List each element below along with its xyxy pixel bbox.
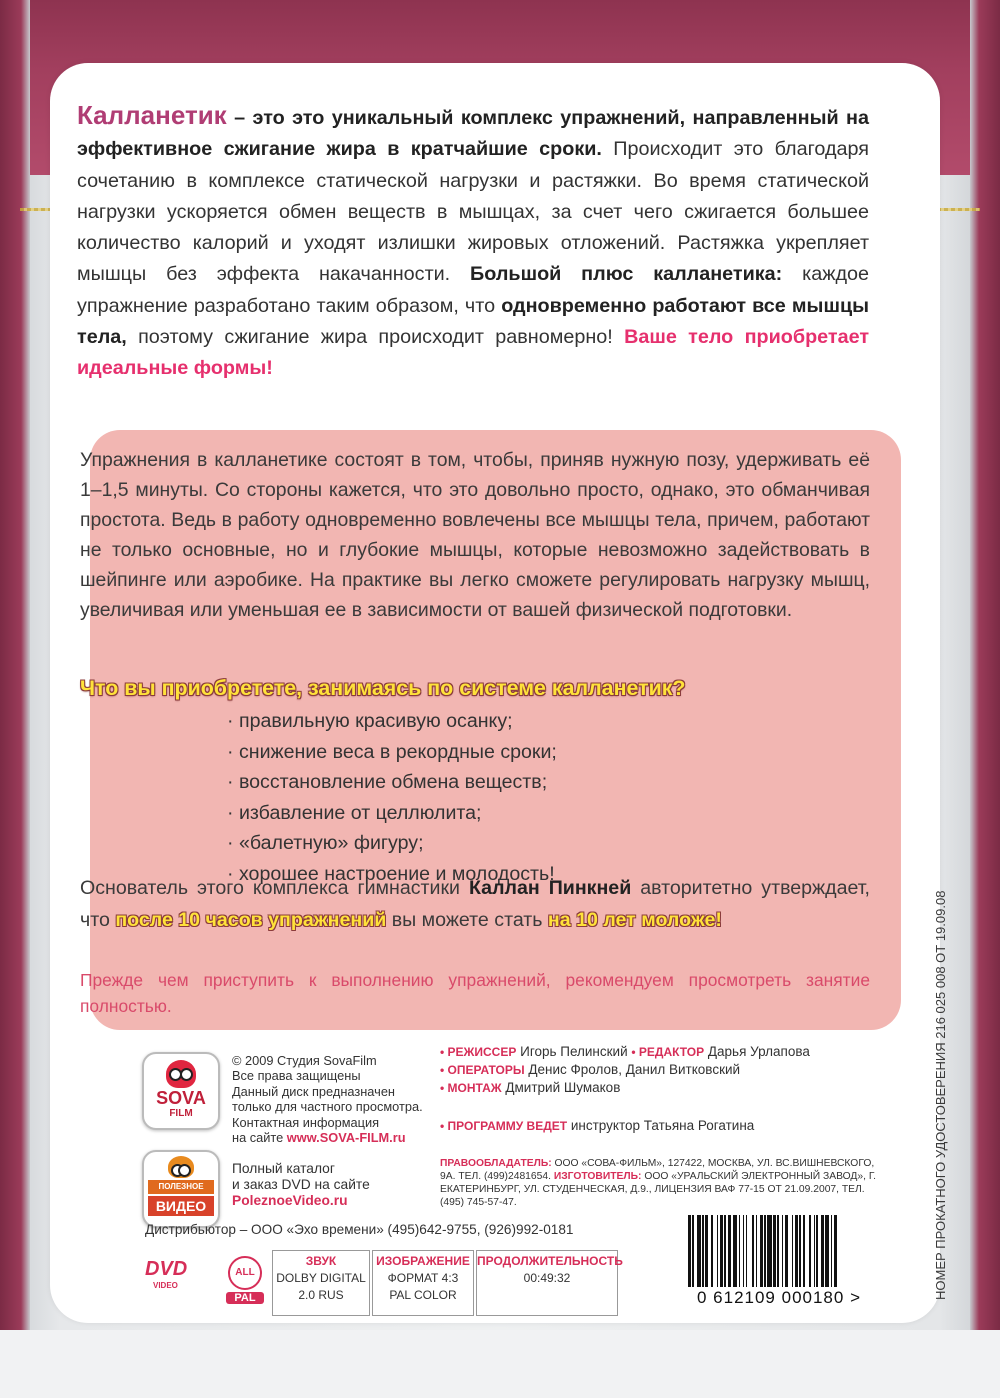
dvd-video-logo	[145, 1258, 209, 1290]
logo-text: SOVA	[156, 1088, 206, 1108]
credit-value: Дарья Урлапова	[704, 1044, 810, 1059]
barcode-number: 0 612109 000180 >	[696, 1288, 861, 1307]
benefits-list	[227, 706, 787, 889]
duration-spec	[476, 1250, 623, 1316]
list-item: · восстановление обмена веществ;	[227, 767, 787, 798]
list-item: · избавление от целлюлита;	[227, 798, 787, 829]
credit-label: • ПРОГРАММУ ВЕДЕТ	[440, 1119, 568, 1133]
copyright-line: Контактная информация	[232, 1114, 380, 1130]
intro-text-2: каждое упражнение разработано таким образом, что	[77, 263, 870, 317]
legal-label: ИЗГОТОВИТЕЛЬ:	[550, 1171, 642, 1182]
spec-value: 2.0 RUS	[298, 1288, 344, 1302]
spec-label: ИЗОБРАЖЕНИЕ	[376, 1254, 470, 1268]
highlight-years: на 10 лет моложе!	[547, 908, 722, 931]
catalog-line: и заказ DVD на сайте	[232, 1177, 370, 1192]
spec-label: ЗВУК	[305, 1254, 337, 1268]
logo-subtext: FILM	[169, 1108, 193, 1119]
sova-website-link[interactable]: www.SOVA-FILM.ru	[286, 1130, 406, 1146]
list-item: · снижение веса в рекордные сроки;	[227, 737, 787, 768]
image-spec	[372, 1250, 474, 1316]
copyright-line: Данный диск предназначен	[232, 1083, 395, 1099]
intro-lead: – это это уникальный комплекс упражнений, направленный на эффективное сжигание жира в кратчайшие сроки.	[77, 107, 869, 161]
intro-text-3: поэтому сжигание жира происходит равномерно!	[126, 326, 613, 349]
copyright-block	[232, 1053, 437, 1145]
spec-value: DOLBY DIGITAL	[276, 1271, 366, 1285]
catalog-website-link[interactable]: PoleznoeVideo.ru	[232, 1193, 348, 1208]
brand-title: Калланетик	[77, 100, 227, 130]
exercise-description: Упражнения в калланетике состоят в том, чтобы, приняв нужную позу, удерживать её 1–1,5 минуты. Со стороны кажется, что это довольно просто, однако, это обманчивая простота. Ведь в работу одновременно вовлечены все мышцы тела, причем, работают не только основные, но и глубокие мышцы, которые невозможно задействовать в шейпинге или аэробике. На практике вы легко сможете регулировать нагрузку мышц, увеличивая или уменьшая ее в зависимости от вашей физической подготовки.	[80, 449, 870, 621]
spec-value: ФОРМАТ 4:3	[387, 1271, 459, 1285]
logo-text: ПОЛЕЗНОЕ	[148, 1180, 214, 1194]
copyright-line: на сайте	[232, 1130, 287, 1146]
founder-text-1: Основатель этого комплекса гимнастики	[80, 877, 469, 899]
poleznoe-video-logo	[142, 1150, 220, 1228]
credit-value: Игорь Пелинский	[516, 1044, 632, 1059]
credit-label: • МОНТАЖ	[440, 1081, 502, 1095]
owl-icon	[168, 1156, 194, 1178]
barcode	[668, 1215, 890, 1315]
list-item: · «балетную» фигуру;	[227, 828, 787, 859]
intro-muscles: одновременно работают все мышцы тела,	[77, 294, 869, 349]
pal-badge: PAL	[226, 1292, 264, 1304]
founder-paragraph	[80, 873, 870, 936]
credit-value: Денис Фролов, Данил Витковский	[524, 1062, 741, 1077]
copyright-line: только для частного просмотра.	[232, 1099, 423, 1115]
credit-label: • РЕЖИССЕР	[440, 1045, 517, 1059]
legal-text: ООО «УРАЛЬСКИЙ ЭЛЕКТРОННЫЙ ЗАВОД», Г. ЕКАТЕРИНБУРГ, УЛ. СТУДЕНЧЕСКАЯ, Д.9., ЛИЦЕНЗИЯ ВАФ 77-15 ОТ 21.09.2007, ТЕЛ. (495) 745-57-47.	[440, 1171, 877, 1208]
barcode-bars	[688, 1215, 882, 1287]
highlight-hours: после 10 часов упражнений	[115, 908, 387, 931]
catalog-block	[232, 1161, 437, 1209]
spec-value: 00:49:32	[523, 1271, 571, 1285]
dvd-subtext: VIDEO	[153, 1281, 178, 1290]
copyright-line: © 2009 Студия SovaFilm	[232, 1053, 377, 1068]
intro-plus: Большой плюс калланетика:	[450, 263, 783, 286]
legal-text: ООО «СОВА-ФИЛЬМ», 127422, МОСКВА, УЛ. ВС.ВИШНЕВСКОГО, 9А. ТЕЛ. (499)2481654.	[440, 1158, 875, 1182]
catalog-line: Полный каталог	[232, 1161, 335, 1176]
license-number: НОМЕР ПРОКАТНОГО УДОСТОВЕРЕНИЯ 216 025 008 ОТ 19.09.08	[933, 890, 948, 1300]
globe-icon: ALL	[228, 1256, 262, 1290]
credits-block	[440, 1043, 900, 1135]
founder-text-2: авторитетно утверждает, что	[80, 877, 870, 931]
intro-text-1: Происходит это благодаря сочетанию в комплексе статической нагрузки и растяжки. Во время статической нагрузки ускоряется обмен веществ в мышцах, за счет чего сжигается большее количество калорий и уходят излишки жировых отложений. Растяжка укрепляет мышцы без эффекта накачанности.	[77, 138, 869, 286]
dvd-text: DVD	[145, 1258, 188, 1280]
legal-block	[440, 1157, 890, 1209]
benefits-question: Что вы приобретете, занимаясь по системе калланетик?	[80, 676, 686, 700]
region-badge	[226, 1256, 264, 1308]
credit-label: • ОПЕРАТОРЫ	[440, 1063, 525, 1077]
credit-value: Дмитрий Шумаков	[501, 1080, 621, 1095]
intro-paragraph	[77, 100, 869, 385]
list-item: · хорошее настроение и молодость!	[227, 859, 787, 890]
logo-subtext: ВИДЕО	[148, 1196, 214, 1216]
credit-value: инструктор Татьяна Рогатина	[567, 1118, 755, 1133]
sound-spec	[272, 1250, 370, 1316]
barcode-stripe	[834, 1215, 837, 1287]
credit-label: • РЕДАКТОР	[631, 1045, 705, 1059]
tech-specs	[140, 1250, 623, 1316]
spec-value: PAL COLOR	[389, 1288, 457, 1302]
case-bottom	[0, 1330, 1000, 1398]
founder-text-3: вы можете стать	[386, 908, 548, 931]
distributor-line: Дистрибьютор – ООО «Эхо времени» (495)642-9755, (926)992-0181	[145, 1222, 574, 1237]
recommendation-note: Прежде чем приступить к выполнению упражнений, рекомендуем просмотреть занятие полностью.	[80, 970, 870, 1016]
copyright-line: Все права защищены	[232, 1068, 361, 1084]
intro-slogan: Ваше тело приобретает идеальные формы!	[77, 326, 870, 380]
legal-label: ПРАВООБЛАДАТЕЛЬ:	[440, 1158, 552, 1169]
founder-name: Каллан Пинкней	[468, 877, 632, 899]
list-item: · правильную красивую осанку;	[227, 706, 787, 737]
owl-icon	[166, 1060, 196, 1088]
spec-label: ПРОДОЛЖИТЕЛЬНОСТЬ	[477, 1254, 623, 1268]
sova-film-logo	[142, 1052, 220, 1130]
